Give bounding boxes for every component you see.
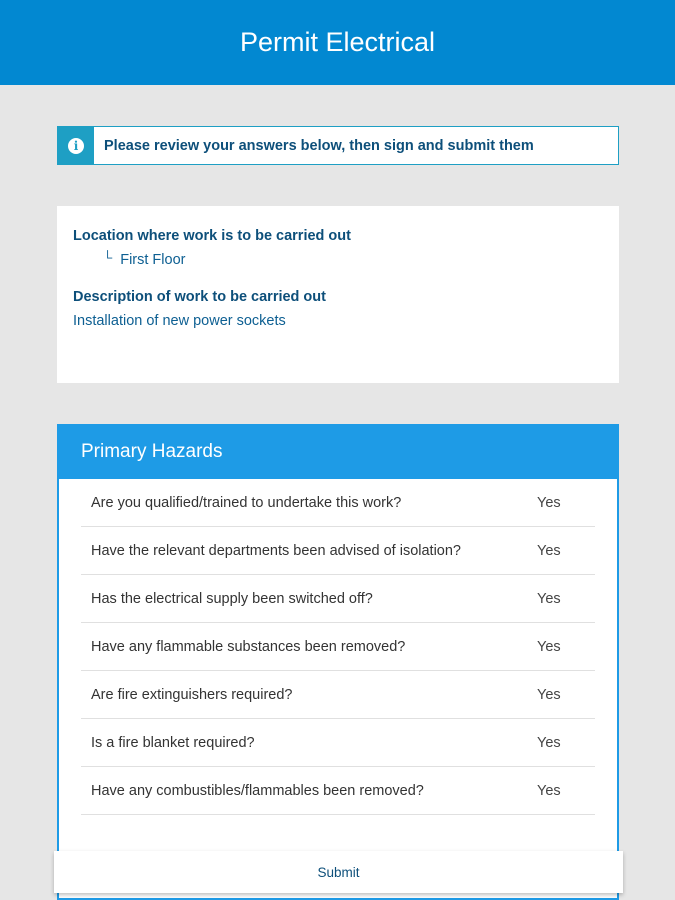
hazards-list <box>59 479 617 815</box>
hazard-answer: Yes <box>537 590 561 607</box>
summary-card <box>57 206 619 383</box>
info-strip <box>58 127 94 164</box>
hazard-answer: Yes <box>537 638 561 655</box>
hazard-question: Have any flammable substances been removed? <box>91 638 406 655</box>
hazard-row <box>81 623 595 671</box>
hazard-answer: Yes <box>537 542 561 559</box>
location-label: Location where work is to be carried out <box>73 228 351 244</box>
hazard-question: Are fire extinguishers required? <box>91 686 293 703</box>
description-value: Installation of new power sockets <box>73 313 286 329</box>
tree-branch-icon: └ <box>103 249 113 265</box>
hazard-answer: Yes <box>537 494 561 511</box>
hazard-question: Are you qualified/trained to undertake this work? <box>91 494 402 511</box>
hazard-row <box>81 719 595 767</box>
hazard-row <box>81 671 595 719</box>
hazard-row <box>81 767 595 815</box>
hazard-row <box>81 527 595 575</box>
submit-button[interactable] <box>54 851 623 893</box>
info-banner <box>57 126 619 165</box>
primary-hazards-panel <box>57 424 619 900</box>
location-value-row <box>103 249 603 268</box>
hazard-answer: Yes <box>537 734 561 751</box>
location-value: First Floor <box>120 252 186 268</box>
page-title: Permit Electrical <box>239 27 436 57</box>
hazard-row <box>81 575 595 623</box>
hazards-title: Primary Hazards <box>81 440 223 462</box>
hazard-answer: Yes <box>537 782 561 799</box>
info-banner-text: Please review your answers below, then sign and submit them <box>104 137 534 154</box>
submit-label: Submit <box>317 864 360 880</box>
hazard-row <box>81 479 595 527</box>
hazard-question: Has the electrical supply been switched off? <box>91 590 373 607</box>
hazards-header <box>59 424 617 479</box>
hazard-question: Have any combustibles/flammables been removed? <box>91 782 424 799</box>
info-icon: i <box>68 138 84 154</box>
hazard-question: Have the relevant departments been advised of isolation? <box>91 542 461 559</box>
description-label: Description of work to be carried out <box>73 289 326 305</box>
hazard-answer: Yes <box>537 686 561 703</box>
app-header <box>0 0 675 85</box>
hazard-question: Is a fire blanket required? <box>91 734 255 751</box>
